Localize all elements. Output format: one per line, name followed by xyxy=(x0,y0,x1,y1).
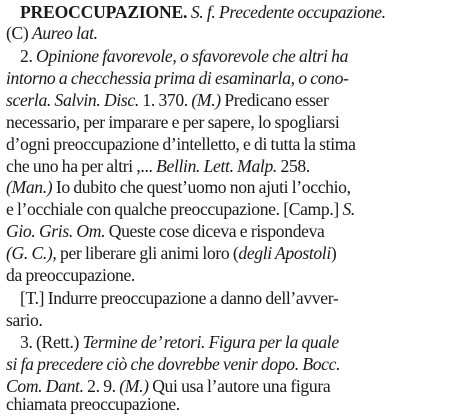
text-segment: (G. C.), xyxy=(6,243,57,263)
entry-line xyxy=(20,286,473,310)
text-segment: 2. xyxy=(20,46,37,66)
text-segment: scerla. Salvin. Disc. xyxy=(6,90,139,110)
text-segment: ) xyxy=(330,243,337,263)
entry-line xyxy=(20,330,473,354)
text-segment: si fa precedere ciò che dovrebbe venir dopo. Bocc. xyxy=(6,354,341,374)
text-segment: necessario, per imparare e per sapere, lo spogliarsi xyxy=(6,112,340,132)
text-segment: che uno ha per altri ,... xyxy=(6,156,157,176)
text-segment: 258. xyxy=(276,156,310,176)
entry-line xyxy=(6,392,473,416)
text-segment: e l’occhiale con qualche preoccupazione. [Camp.] xyxy=(6,199,343,219)
entry-line xyxy=(6,66,473,90)
text-segment: Predicano esser xyxy=(220,90,329,110)
text-segment: 2. 9. xyxy=(83,376,120,396)
text-segment: [T.] Indurre preoccupazione a danno dell’avver- xyxy=(20,288,339,308)
entry-line xyxy=(6,263,473,287)
text-segment: Aureo lat. xyxy=(31,23,98,43)
entry-line xyxy=(6,110,473,134)
entry-line xyxy=(6,21,473,45)
entry-line xyxy=(6,175,473,199)
entry-line xyxy=(6,352,473,376)
entry-line xyxy=(20,44,473,68)
text-segment: d’ogni preoccupazione d’intelletto, e di tutta la stima xyxy=(6,134,356,154)
text-segment: intorno a checchessia prima di esaminarla, o cono- xyxy=(6,68,349,88)
text-segment: (M.) xyxy=(191,90,221,110)
text-segment: (C) xyxy=(6,23,32,43)
text-segment: Opinione favorevole, o sfavorevole che altri ha xyxy=(36,46,349,66)
text-segment: Qui usa l’autore una figura xyxy=(148,376,331,396)
text-segment: 1. 370. xyxy=(138,90,192,110)
text-segment: Bellin. Lett. Malp. xyxy=(156,156,277,176)
text-segment: Queste cose diceva e rispondeva xyxy=(105,221,325,241)
text-segment: 3. (Rett.) xyxy=(20,332,83,352)
entry-headword: PREOCCUPAZIONE. xyxy=(20,2,188,22)
entry-line xyxy=(6,241,473,265)
text-segment: da preoccupazione. xyxy=(6,265,135,285)
text-segment: Termine de’ retori. Figura per la quale xyxy=(82,332,339,352)
entry-line xyxy=(6,308,473,332)
entry-line xyxy=(6,88,473,112)
text-segment: Gio. Gris. Om. xyxy=(6,221,106,241)
entry-line xyxy=(6,219,473,243)
text-segment: Com. Dant. xyxy=(6,376,84,396)
text-segment: S. xyxy=(342,199,355,219)
text-segment: sario. xyxy=(6,310,43,330)
entry-line xyxy=(6,197,473,221)
text-segment: degli Apostoli xyxy=(238,243,331,263)
text-segment: (Man.) xyxy=(6,177,53,197)
entry-line xyxy=(6,132,473,156)
text-segment: (M.) xyxy=(119,376,149,396)
text-segment: per liberare gli animi loro ( xyxy=(56,243,239,263)
text-segment: Io dubito che quest’uomo non ajuti l’occhio, xyxy=(52,177,351,197)
text-segment: S. f. Precedente occupazione. xyxy=(190,2,386,22)
text-segment: chiamata preoccupazione. xyxy=(6,394,180,414)
